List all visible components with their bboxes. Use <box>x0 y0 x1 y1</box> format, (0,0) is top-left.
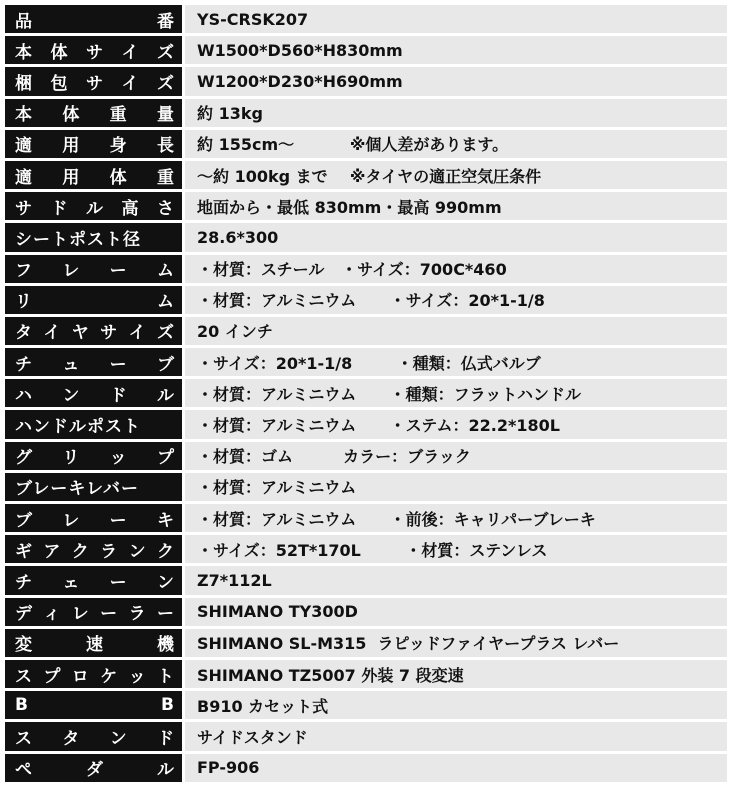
spec-label: サ ド ル 高 さ <box>5 192 182 220</box>
spec-label: ハ ン ド ル <box>5 379 182 407</box>
spec-row <box>5 99 727 127</box>
spec-label: ギ ア ク ラ ン ク <box>5 535 182 563</box>
spec-label: ブ レ ー キ <box>5 504 182 532</box>
spec-value: SHIMANO TY300D <box>185 598 727 626</box>
spec-row <box>5 598 727 626</box>
spec-label: B B <box>5 691 182 719</box>
spec-label: ス タ ン ド <box>5 722 182 750</box>
spec-value: ・材質：アルミニウム ・種類：フラットハンドル <box>185 379 727 407</box>
spec-row <box>5 442 727 470</box>
spec-row <box>5 379 727 407</box>
spec-row <box>5 67 727 95</box>
spec-value: YS-CRSK207 <box>185 5 727 33</box>
spec-row <box>5 410 727 438</box>
spec-row <box>5 5 727 33</box>
spec-row <box>5 223 727 251</box>
spec-row <box>5 161 727 189</box>
spec-value: Z7*112L <box>185 566 727 594</box>
spec-label: 本 体 サ イ ズ <box>5 36 182 64</box>
spec-row <box>5 255 727 283</box>
spec-row <box>5 504 727 532</box>
spec-value: FP-906 <box>185 754 727 782</box>
spec-label: 品 番 <box>5 5 182 33</box>
spec-value: ・材質：アルミニウム ・前後：キャリパーブレーキ <box>185 504 727 532</box>
spec-row <box>5 473 727 501</box>
spec-row <box>5 660 727 688</box>
spec-label: ス プ ロ ケ ッ ト <box>5 660 182 688</box>
spec-label: チ ュ ー ブ <box>5 348 182 376</box>
spec-label: ハンドルポスト <box>5 410 182 438</box>
spec-table <box>5 5 727 782</box>
spec-label: 本 体 重 量 <box>5 99 182 127</box>
spec-row <box>5 566 727 594</box>
spec-value: サイドスタンド <box>185 722 727 750</box>
spec-label: デ ィ レ ー ラ ー <box>5 598 182 626</box>
spec-label: 適 用 身 長 <box>5 130 182 158</box>
spec-value: ～約 100kg まで ※タイヤの適正空気圧条件 <box>185 161 727 189</box>
spec-label: リ ム <box>5 286 182 314</box>
spec-value: W1500*D560*H830mm <box>185 36 727 64</box>
spec-row <box>5 722 727 750</box>
spec-row <box>5 317 727 345</box>
spec-label: フ レ ー ム <box>5 255 182 283</box>
spec-value: ・サイズ：20*1-1/8 ・種類：仏式バルブ <box>185 348 727 376</box>
spec-label: タ イ ヤ サ イ ズ <box>5 317 182 345</box>
spec-row <box>5 36 727 64</box>
spec-row <box>5 691 727 719</box>
spec-label: ブレーキレバー <box>5 473 182 501</box>
spec-label: グ リ ッ プ <box>5 442 182 470</box>
spec-value: SHIMANO SL-M315 ラピッドファイヤープラス レバー <box>185 629 727 657</box>
spec-value: ・材質：スチール ・サイズ：700C*460 <box>185 255 727 283</box>
spec-row <box>5 535 727 563</box>
spec-value: ・サイズ：52T*170L ・材質：ステンレス <box>185 535 727 563</box>
spec-value: ・材質：アルミニウム <box>185 473 727 501</box>
spec-label: ペ ダ ル <box>5 754 182 782</box>
spec-value: ・材質：アルミニウム ・ステム：22.2*180L <box>185 410 727 438</box>
spec-label: チ ェ ー ン <box>5 566 182 594</box>
spec-label: 変 速 機 <box>5 629 182 657</box>
spec-label: 適 用 体 重 <box>5 161 182 189</box>
spec-value: 28.6*300 <box>185 223 727 251</box>
spec-row <box>5 348 727 376</box>
spec-value: W1200*D230*H690mm <box>185 67 727 95</box>
spec-value: ・材質：アルミニウム ・サイズ：20*1-1/8 <box>185 286 727 314</box>
spec-value: 20 インチ <box>185 317 727 345</box>
spec-row <box>5 754 727 782</box>
spec-row <box>5 192 727 220</box>
spec-row <box>5 286 727 314</box>
spec-row <box>5 130 727 158</box>
spec-value: SHIMANO TZ5007 外装 7 段変速 <box>185 660 727 688</box>
spec-value: 約 13kg <box>185 99 727 127</box>
spec-label: 梱 包 サ イ ズ <box>5 67 182 95</box>
spec-value: 地面から・最低 830mm・最高 990mm <box>185 192 727 220</box>
spec-value: ・材質：ゴム カラー：ブラック <box>185 442 727 470</box>
spec-label: シートポスト径 <box>5 223 182 251</box>
spec-value: B910 カセット式 <box>185 691 727 719</box>
spec-row <box>5 629 727 657</box>
spec-value: 約 155cm～ ※個人差があります。 <box>185 130 727 158</box>
